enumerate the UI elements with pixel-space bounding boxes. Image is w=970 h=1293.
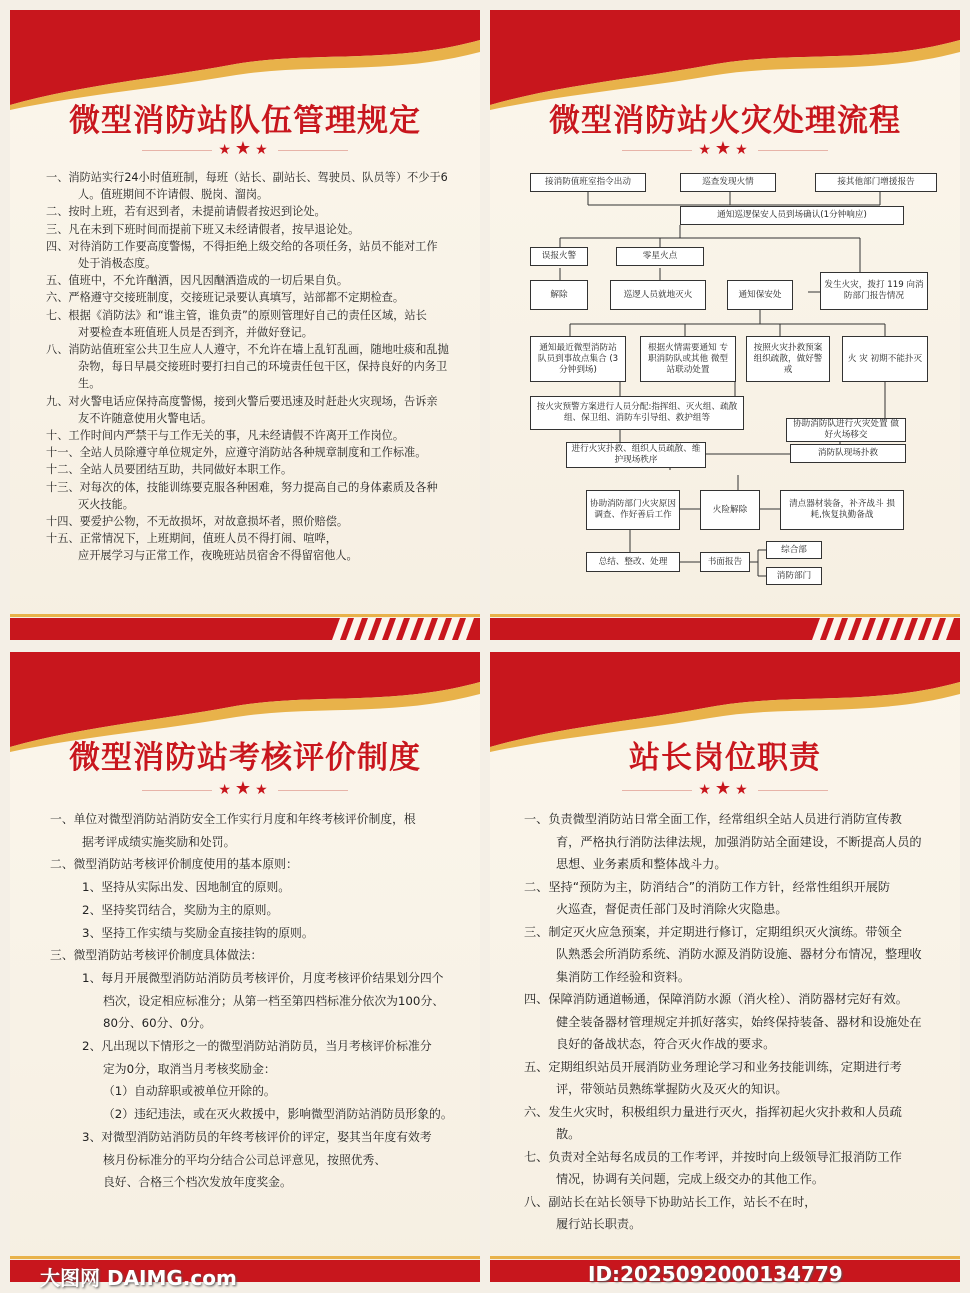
panel-title: 微型消防站队伍管理规定	[69, 103, 421, 139]
bottom-band-decoration	[490, 600, 960, 640]
rule-line: 定为0分，取消当月考核奖励金：	[103, 1061, 276, 1076]
rule-line: 友不许随意使用火警电话。	[78, 411, 213, 425]
rule-line: 一、负责微型消防站日常全面工作，经常组织全站人员进行消防宣传教	[524, 812, 902, 826]
rule-line: （1）自动辞职或被单位开除的。	[103, 1084, 276, 1099]
rule-line: 档次，设定相应标准分；从第一档至第四档标准分依次为100分、	[103, 993, 445, 1008]
flow-step-fire-cleared: 火险解除	[700, 490, 760, 530]
rule-line: 三、微型消防站考核评价制度具体做法：	[50, 948, 263, 963]
panel-station-chief-duties	[490, 652, 960, 1282]
rule-line: 十五、正常情况下，上班期间，值班人员不得打闹、喧哗，	[46, 532, 337, 546]
rule-line: 一、消防站实行24小时值班制，每班（站长、副站长、驾驶员、队员等）不少于6	[46, 171, 448, 184]
panel-fire-process	[490, 10, 960, 640]
rule-line: 八、消防站值班室公共卫生应人人遵守，不允许在墙上乱钉乱画，随地吐痰和乱抛	[46, 343, 449, 357]
rule-line: 十四、要爱护公物，不无故损坏，对故意损坏者，照价赔偿。	[46, 515, 349, 529]
rule-line: 应开展学习与正常工作，夜晚班站员宿舍不得留宿他人。	[78, 549, 358, 563]
flow-step-fire-dept: 消防部门	[766, 567, 822, 585]
rule-line: 健全装备器材管理规定并抓好落实，始终保持装备、器材和设施处在	[556, 1014, 922, 1029]
rule-line: 核月份标准分的平均分结合公司总评意见，按照优秀、	[103, 1152, 387, 1167]
star-divider: ★★★	[490, 138, 960, 159]
rule-line: 思想、业务素质和整体战斗力。	[556, 857, 727, 871]
rule-line: 灭火技能。	[78, 497, 134, 511]
flow-step-local-extinguish: 巡逻人员就地灭火	[610, 280, 706, 310]
rule-line: 情况，协调有关问题，完成上级交办的其他工作。	[556, 1172, 825, 1186]
panel-team-management	[10, 10, 480, 640]
rule-line: 育，严格执行消防法律法规，加强消防站全面建设，不断提高人员的	[556, 834, 922, 849]
flow-step-notify-patrol: 通知巡逻保安人员到场确认(1分钟响应)	[680, 206, 904, 225]
rule-line: 散。	[556, 1127, 581, 1141]
rule-line: 二、坚持“预防为主，防消结合”的消防工作方针，经常性组织开展防	[524, 879, 891, 894]
duties-list	[524, 808, 954, 1236]
rule-line: 据考评成绩实施奖励和处罚。	[82, 834, 236, 849]
rule-line: 九、对火警电话应保持高度警惕，接到火警后要迅速及时赶赴火灾现场，告诉亲	[46, 394, 438, 408]
watermark-id: ID:20250920001347​79	[588, 1262, 843, 1286]
panel-title: 微型消防站火灾处理流程	[549, 103, 901, 139]
rule-line: 良好的备战状态，符合灭火作战的要求。	[556, 1037, 776, 1051]
flow-step-patrol-found-fire: 巡查发现火情	[680, 173, 776, 192]
panel-assessment-system	[10, 652, 480, 1282]
rule-line: 四、保障消防通道畅通，保障消防水源（消火栓）、消防器材完好有效。	[524, 992, 908, 1006]
rule-line: 1、每月开展微型消防站消防员考核评价，月度考核评价结果划分四个	[82, 970, 444, 985]
panel-title: 站长岗位职责	[629, 740, 821, 776]
flow-step-evacuate: 按照火灾扑救预案 组织疏散，做好警戒	[746, 336, 830, 382]
rule-line: 一、单位对微型消防站消防安全工作实行月度和年终考核评价制度，根	[50, 812, 416, 826]
flow-step-general-dept: 综合部	[766, 541, 822, 559]
rule-line: 火巡查，督促责任部门及时消除火灾隐患。	[556, 902, 788, 916]
flow-step-other-dept-report: 接其他部门增援报告	[815, 173, 937, 192]
rule-line: 五、值班中，不允许酗酒，因凡因酗酒造成的一切后果自负。	[46, 274, 349, 288]
rule-line: 队熟悉会所消防系统、消防水源及消防设施、器材分布情况，整理收	[556, 947, 922, 961]
flow-step-cannot-extinguish: 火 灾 初期不能扑灭	[842, 336, 928, 382]
rule-line: 二、微型消防站考核评价制度使用的基本原则：	[50, 857, 298, 872]
flow-step-linkage: 根据火情需要通知 专职消防队或其他 微型站联动处置	[640, 336, 736, 382]
star-divider: ★★★	[490, 778, 960, 799]
flow-step-fire-brigade: 消防队现场扑救	[790, 444, 906, 463]
flow-step-assist-handover: 协助消防队进行火灾处置 做好火场移交	[786, 418, 906, 442]
rule-line: 八、副站长在站长领导下协助站长工作，站长不在时，	[524, 1194, 817, 1209]
rule-line: 七、根据《消防法》和“谁主管，谁负责”的原则管理好自己的责任区域，站长	[46, 308, 427, 322]
flowchart-connectors	[490, 10, 960, 640]
rule-line: 二、按时上班，若有迟到者，未提前请假者按迟到论处。	[46, 205, 326, 219]
rule-line: 五、定期组织站员开展消防业务理论学习和业务技能训练，定期进行考	[524, 1059, 902, 1074]
rule-line: 良好、合格三个档次发放年度奖金。	[103, 1175, 292, 1190]
flow-step-summary: 总结、整改、处理	[586, 552, 680, 572]
rule-line: 评，带领站员熟练掌握防火及灭火的知识。	[556, 1082, 788, 1096]
rule-line: 六、发生火灾时，积极组织力量进行灭火，指挥初起火灾扑救和人员疏	[524, 1104, 902, 1119]
rule-line: 对要检查本班值班人员是否到齐，并做好登记。	[78, 325, 313, 339]
rule-line: 1、坚持从实际出发、因地制宜的原则。	[82, 880, 291, 895]
rule-line: 3、对微型消防站消防员的年终考核评价的评定，娶其当年度有效考	[82, 1129, 432, 1144]
rule-line: 四、对待消防工作要高度警惕，不得拒绝上级交给的各项任务，站员不能对工作	[46, 239, 438, 253]
rule-line: 2、凡出现以下情形之一的微型消防站消防员，当月考核评价标准分	[82, 1039, 432, 1054]
flow-step-dispatch-order: 接消防值班室指令出动	[530, 173, 646, 192]
rule-line: 2、坚持奖罚结合，奖励为主的原则。	[82, 902, 279, 917]
rule-line: 3、坚持工作实绩与奖励金直接挂钩的原则。	[82, 925, 314, 940]
rule-line: 六、严格遵守交接班制度，交接班记录要认真填写，站部都不定期检查。	[46, 291, 405, 305]
flow-step-assemble-team: 通知最近微型消防站 队员到事故点集合 (3分钟到场)	[530, 336, 626, 382]
flow-step-notify-security: 通知保安处	[727, 280, 793, 310]
flow-step-fight-fire: 进行火灾扑救、组织人员疏散、维护现场秩序	[566, 442, 706, 468]
rule-line: 十一、全站人员除遵守单位规定外，应遵守消防站各种规章制度和工作标准。	[46, 446, 427, 460]
rule-line: 七、负责对全站每名成员的工作考评，并按时向上级领导汇报消防工作	[524, 1149, 902, 1164]
flow-step-false-alarm: 误报火警	[530, 247, 588, 266]
rule-line: 十二、全站人员要团结互助，共同做好本职工作。	[46, 463, 293, 477]
rule-line: （2）违纪违法，或在灭火救援中，影响微型消防站消防员形象的。	[103, 1107, 453, 1122]
rule-line: 履行站长职责。	[556, 1217, 642, 1231]
rule-line: 三、制定灭火应急预案，并定期进行修订，定期组织灭火演练。带领全	[524, 924, 902, 939]
star-divider: ★★★	[10, 138, 480, 159]
flow-step-minor-fire: 零星火点	[616, 247, 704, 266]
rules-list	[46, 169, 466, 565]
bottom-band-decoration	[10, 600, 480, 640]
flow-step-restore-equipment: 清点器材装备，补齐战斗 损耗,恢复执勤备战	[780, 490, 904, 530]
flow-step-written-report: 书面报告	[700, 552, 750, 572]
rule-line: 集消防工作经验和资料。	[556, 969, 691, 984]
flow-step-call-119: 发生火灾，拨打 119 向消防部门报告情况	[820, 272, 928, 310]
rule-line: 人。值班期间不许请假、脱岗、溜岗。	[78, 188, 269, 202]
rule-line: 三、凡在未到下班时间而提前下班又未经请假者，按早退论处。	[46, 222, 360, 236]
flow-step-assign-roles: 按火灾预警方案进行人员分配:指挥组、灭火组、疏散组、保卫组、消防车引导组、救护组等	[530, 396, 744, 430]
flow-step-dismiss: 解除	[530, 280, 588, 310]
rule-line: 80分、60分、0分。	[103, 1016, 212, 1031]
rule-line: 杂物，每日早晨交接班时要打扫自己的环境责任包干区，保持良好的内务卫生。	[78, 360, 448, 391]
assessment-list	[50, 808, 470, 1194]
panel-title: 微型消防站考核评价制度	[69, 740, 421, 776]
star-divider: ★★★	[10, 778, 480, 799]
flow-step-investigation: 协助消防部门火灾原因 调查、作好善后工作	[586, 490, 680, 530]
watermark-site: 大图网 DAIMG.com	[40, 1266, 237, 1290]
rule-line: 处于消极态度。	[78, 257, 157, 271]
rule-line: 十、工作时间内严禁干与工作无关的事，凡未经请假不许离开工作岗位。	[46, 429, 405, 443]
rule-line: 十三、对每次的体，技能训练要克服各种困难，努力提高自己的身体素质及各种	[46, 480, 438, 494]
